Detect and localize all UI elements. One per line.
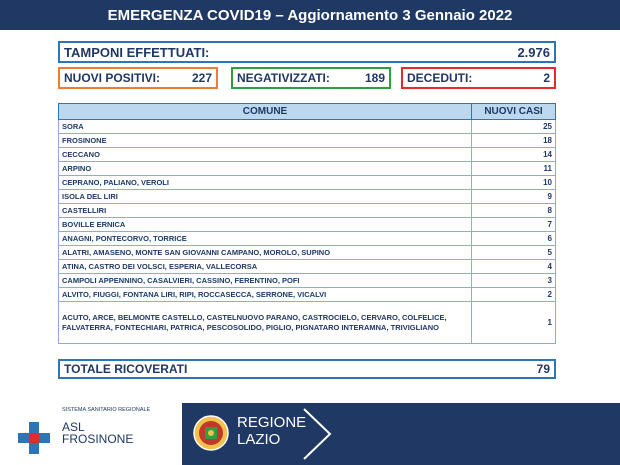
deceduti-label: DECEDUTI: (407, 71, 473, 85)
page-title: EMERGENZA COVID19 – Aggiornamento 3 Gennaio 2022 (107, 6, 513, 24)
asl-title-line1: ASL (62, 420, 85, 434)
negativizzati-label: NEGATIVIZZATI: (237, 71, 330, 85)
casi-cell: 5 (472, 246, 556, 260)
table-header-row (59, 104, 556, 120)
table-row (59, 274, 556, 288)
casi-cell: 3 (472, 274, 556, 288)
nuovi-positivi-value: 227 (191, 71, 212, 85)
asl-title (62, 421, 133, 445)
asl-frosinone-logo (18, 407, 178, 459)
table-row (59, 218, 556, 232)
comune-cell: FROSINONE (59, 134, 472, 148)
casi-cell: 6 (472, 232, 556, 246)
comune-cell: CAMPOLI APPENNINO, CASALVIERI, CASSINO, FERENTINO, POFI (59, 274, 472, 288)
table-row (59, 120, 556, 134)
casi-cell: 4 (472, 260, 556, 274)
table-row (59, 232, 556, 246)
comune-cell: CASTELLIRI (59, 204, 472, 218)
comune-cell: ANAGNI, PONTECORVO, TORRICE (59, 232, 472, 246)
comune-cell: ATINA, CASTRO DEI VOLSCI, ESPERIA, VALLECORSA (59, 260, 472, 274)
ricoverati-box (58, 359, 556, 379)
comuni-table (58, 103, 556, 344)
ricoverati-label: TOTALE RICOVERATI (64, 362, 188, 376)
table-row (59, 246, 556, 260)
deceduti-value: 2 (543, 71, 550, 85)
deceduti-box (401, 67, 556, 89)
column-header-comune: COMUNE (59, 104, 472, 120)
column-header-nuovi-casi: NUOVI CASI (472, 104, 556, 120)
table-row (59, 148, 556, 162)
nuovi-positivi-label: NUOVI POSITIVI: (64, 71, 161, 85)
ricoverati-value: 79 (536, 362, 550, 376)
table-row (59, 204, 556, 218)
casi-cell: 10 (472, 176, 556, 190)
casi-cell: 14 (472, 148, 556, 162)
regione-line1: REGIONE (237, 414, 307, 431)
table-row (59, 162, 556, 176)
table-row (59, 190, 556, 204)
casi-cell: 8 (472, 204, 556, 218)
casi-cell: 9 (472, 190, 556, 204)
nuovi-positivi-box (58, 67, 218, 89)
asl-title-line2: FROSINONE (62, 432, 134, 446)
comune-cell: CECCANO (59, 148, 472, 162)
comune-cell: CEPRANO, PALIANO, VEROLI (59, 176, 472, 190)
comune-cell: ACUTO, ARCE, BELMONTE CASTELLO, CASTELNUOVO PARANO, CASTROCIELO, CERVARO, COLFELICE, FALVATERRA, FONTECHIARI, PATRICA, PESCOSOLIDO, PIGLIO, PIGNATARO INTERAMNA, TRIVIGLIANO (59, 302, 472, 344)
negativizzati-value: 189 (364, 71, 385, 85)
casi-cell: 7 (472, 218, 556, 232)
comune-cell: ISOLA DEL LIRI (59, 190, 472, 204)
comune-cell: ALVITO, FIUGGI, FONTANA LIRI, RIPI, ROCCASECCA, SERRONE, VICALVI (59, 288, 472, 302)
table-row (59, 260, 556, 274)
casi-cell: 25 (472, 120, 556, 134)
table-row (59, 288, 556, 302)
page-header (0, 0, 620, 30)
negativizzati-box (231, 67, 391, 89)
asl-cross-icon (18, 422, 50, 454)
regione-lazio-emblem-icon (192, 413, 230, 453)
tamponi-value: 2.976 (517, 44, 550, 60)
casi-cell: 2 (472, 288, 556, 302)
table-row (59, 176, 556, 190)
casi-cell: 11 (472, 162, 556, 176)
regione-line2: LAZIO (237, 431, 281, 448)
regione-lazio-title (237, 414, 306, 448)
comune-cell: ALATRI, AMASENO, MONTE SAN GIOVANNI CAMPANO, MOROLO, SUPINO (59, 246, 472, 260)
comune-cell: BOVILLE ERNICA (59, 218, 472, 232)
tamponi-box (58, 41, 556, 63)
tamponi-label: TAMPONI EFFETTUATI: (64, 44, 210, 60)
asl-caption: SISTEMA SANITARIO REGIONALE (62, 407, 151, 413)
comune-cell: ARPINO (59, 162, 472, 176)
comune-cell: SORA (59, 120, 472, 134)
casi-cell: 18 (472, 134, 556, 148)
casi-cell: 1 (472, 302, 556, 344)
table-row (59, 302, 556, 344)
table-row (59, 134, 556, 148)
